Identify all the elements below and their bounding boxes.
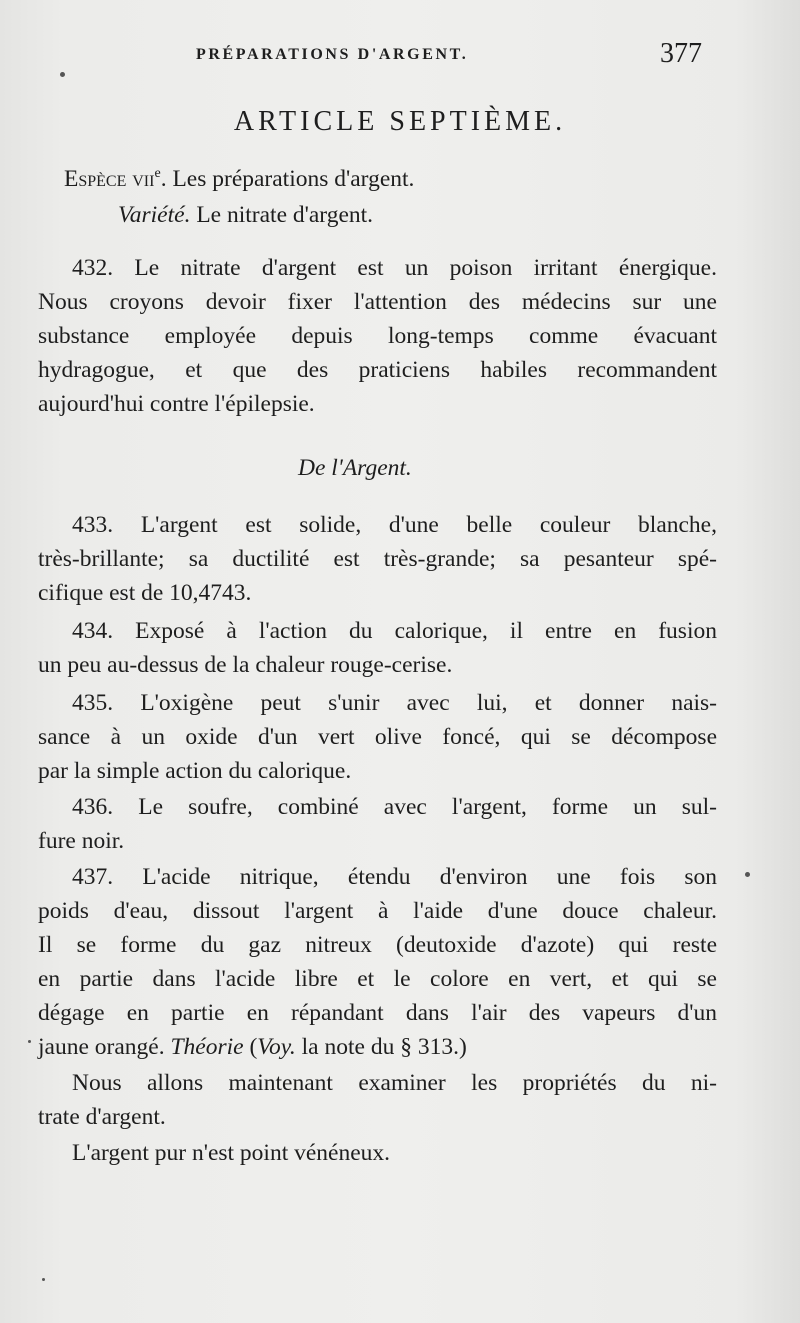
variete-text: Le nitrate d'argent.: [190, 202, 374, 228]
voy-label: Voy.: [257, 1034, 296, 1060]
text-line-theorie: [38, 1034, 718, 1061]
text-line: L'argent pur n'est point vénéneux.: [72, 1140, 391, 1166]
text-line: 433. L'argent est solide, d'une belle couleur blanche,: [72, 512, 717, 538]
text-line: 432. Le nitrate d'argent est un poison irritant énergique.: [72, 255, 717, 281]
text-line: poids d'eau, dissout l'argent à l'aide d'une douce chaleur.: [38, 898, 717, 924]
page-number: 377: [660, 38, 702, 69]
text-line: Nous croyons devoir fixer l'attention des médecins sur une: [38, 289, 717, 315]
theorie-mid: (: [243, 1034, 258, 1060]
text-line: 436. Le soufre, combiné avec l'argent, forme un sul-: [72, 794, 717, 820]
espece-line: [64, 166, 744, 193]
text-line: trate d'argent.: [38, 1104, 166, 1130]
text-line: fure noir.: [38, 828, 125, 854]
theorie-start: jaune orangé.: [38, 1034, 171, 1060]
espece-label: Espèce: [64, 166, 127, 192]
ink-speck: [42, 1278, 45, 1281]
espece-text: . Les préparations d'argent.: [160, 166, 415, 192]
text-line: en partie dans l'acide libre et le colore en vert, et qui se: [38, 966, 717, 992]
text-line: Nous allons maintenant examiner les propriétés du ni-: [72, 1070, 717, 1096]
section-heading: De l'Argent.: [298, 455, 412, 481]
text-line: 435. L'oxigène peut s'unir avec lui, et donner nais-: [72, 690, 717, 716]
espece-superscript: e: [154, 166, 161, 181]
ink-speck: [60, 72, 65, 77]
text-line: cifique est de 10,4743.: [38, 580, 252, 606]
ink-speck: [28, 1040, 31, 1043]
variete-line: [118, 202, 798, 229]
espece-number: vii: [132, 166, 155, 192]
article-title: ARTICLE SEPTIÈME.: [233, 106, 567, 137]
text-line: par la simple action du calorique.: [38, 758, 352, 784]
text-line: hydragogue, et que des praticiens habiles recommandent: [38, 357, 717, 383]
text-line: aujourd'hui contre l'épilepsie.: [38, 391, 315, 417]
text-line: très-brillante; sa ductilité est très-grande; sa pesanteur spé-: [38, 546, 717, 572]
theorie-end: la note du § 313.): [295, 1034, 467, 1060]
text-line: dégage en partie en répandant dans l'air des vapeurs d'un: [38, 1000, 717, 1026]
text-line: Il se forme du gaz nitreux (deutoxide d'azote) qui reste: [38, 932, 717, 958]
ink-speck: [745, 872, 750, 877]
variete-label: Variété.: [118, 202, 191, 228]
text-line: 437. L'acide nitrique, étendu d'environ une fois son: [72, 864, 717, 890]
theorie-label: Théorie: [170, 1034, 244, 1060]
text-line: substance employée depuis long-temps comme évacuant: [38, 323, 717, 349]
running-head: [0, 38, 800, 68]
text-line: sance à un oxide d'un vert olive foncé, qui se décompose: [38, 724, 717, 750]
running-title: PRÉPARATIONS D'ARGENT.: [196, 46, 469, 63]
text-line: un peu au-dessus de la chaleur rouge-cerise.: [38, 652, 453, 678]
text-line: 434. Exposé à l'action du calorique, il entre en fusion: [72, 618, 717, 644]
